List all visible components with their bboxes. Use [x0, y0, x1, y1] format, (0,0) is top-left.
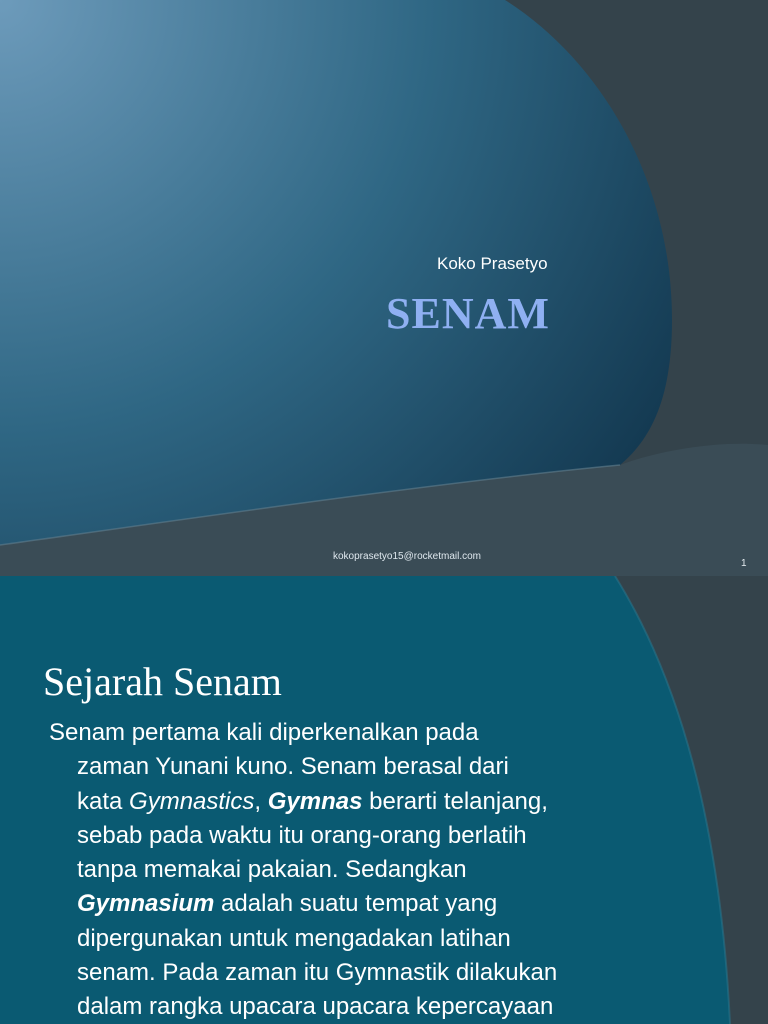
slide-number: 1 [741, 558, 747, 569]
body-line: dalam rangka upacara upacara kepercayaan [77, 993, 554, 1021]
author-name: Koko Prasetyo [437, 254, 548, 273]
body-line: dipergunakan untuk mengadakan latihan [77, 924, 511, 952]
body-line: zaman Yunani kuno. Senam berasal dari [77, 753, 509, 781]
body-line: tanpa memakai pakaian. Sedangkan [77, 856, 467, 884]
body-line [49, 785, 649, 819]
body-text: berarti telanjang, [362, 787, 548, 815]
strong-emphasis-text: Gymnasium [77, 890, 215, 918]
body-line [49, 887, 649, 921]
strong-emphasis-text: Gymnas [267, 787, 363, 815]
footer-email: kokoprasetyo15@rocketmail.com [333, 551, 481, 562]
emphasis-text: Gymnastics [129, 787, 255, 815]
body-text: kata [77, 787, 130, 815]
slide-title: SENAM [386, 289, 550, 338]
body-line: sebab pada waktu itu orang-orang berlatih [77, 821, 527, 849]
slide-title: Sejarah Senam [43, 659, 282, 704]
body-text: , [254, 787, 268, 815]
content-slide [0, 576, 768, 1024]
body-line: senam. Pada zaman itu Gymnastik dilakukan [77, 959, 558, 987]
body-text: adalah suatu tempat yang [214, 890, 498, 918]
body-paragraph [49, 716, 649, 1024]
body-line: Senam pertama kali diperkenalkan pada [49, 719, 479, 746]
